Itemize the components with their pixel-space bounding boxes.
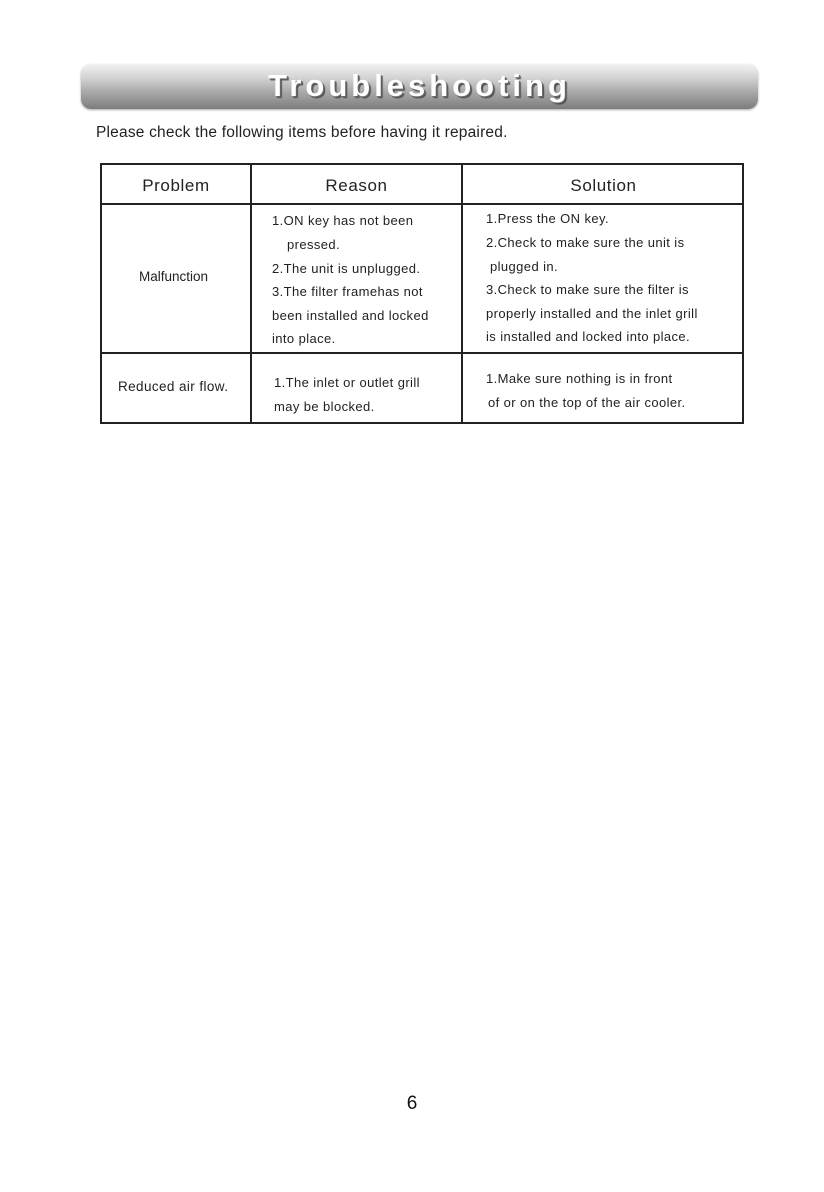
header-solution: Solution <box>570 176 637 195</box>
header-reason: Reason <box>325 176 388 195</box>
row1-reason-line: into place. <box>272 331 336 346</box>
row1-reason-line: 3.The filter framehas not <box>272 284 423 299</box>
row1-solution-line: 1.Press the ON key. <box>486 211 609 226</box>
intro-text: Please check the following items before having it repaired. <box>96 124 508 141</box>
row1-reason-line: been installed and locked <box>272 308 429 323</box>
row2-solution-line: of or on the top of the air cooler. <box>488 395 686 410</box>
row1-solution-line: 2.Check to make sure the unit is <box>486 235 685 250</box>
row2-problem: Reduced air flow. <box>118 379 229 394</box>
row1-reason-line: pressed. <box>287 237 341 252</box>
row1-problem: Malfunction <box>139 269 209 284</box>
page-title: Troubleshooting <box>268 68 571 103</box>
row1-solution-line: plugged in. <box>490 259 559 274</box>
row1-solution-line: properly installed and the inlet grill <box>486 306 698 321</box>
row-divider <box>102 352 742 354</box>
row1-reason-line: 2.The unit is unplugged. <box>272 261 421 276</box>
row1-solution-line: 3.Check to make sure the filter is <box>486 282 689 297</box>
header-problem: Problem <box>142 176 210 195</box>
row-divider <box>102 203 742 205</box>
page-number: 6 <box>406 1093 418 1114</box>
row2-solution-line: 1.Make sure nothing is in front <box>486 371 673 386</box>
row1-reason-line: 1.ON key has not been <box>272 213 414 228</box>
row2-reason-line: 1.The inlet or outlet grill <box>274 375 420 390</box>
title-banner <box>81 64 758 109</box>
troubleshooting-table <box>100 163 744 424</box>
row2-reason-line: may be blocked. <box>274 399 375 414</box>
row1-solution-line: is installed and locked into place. <box>486 329 691 344</box>
